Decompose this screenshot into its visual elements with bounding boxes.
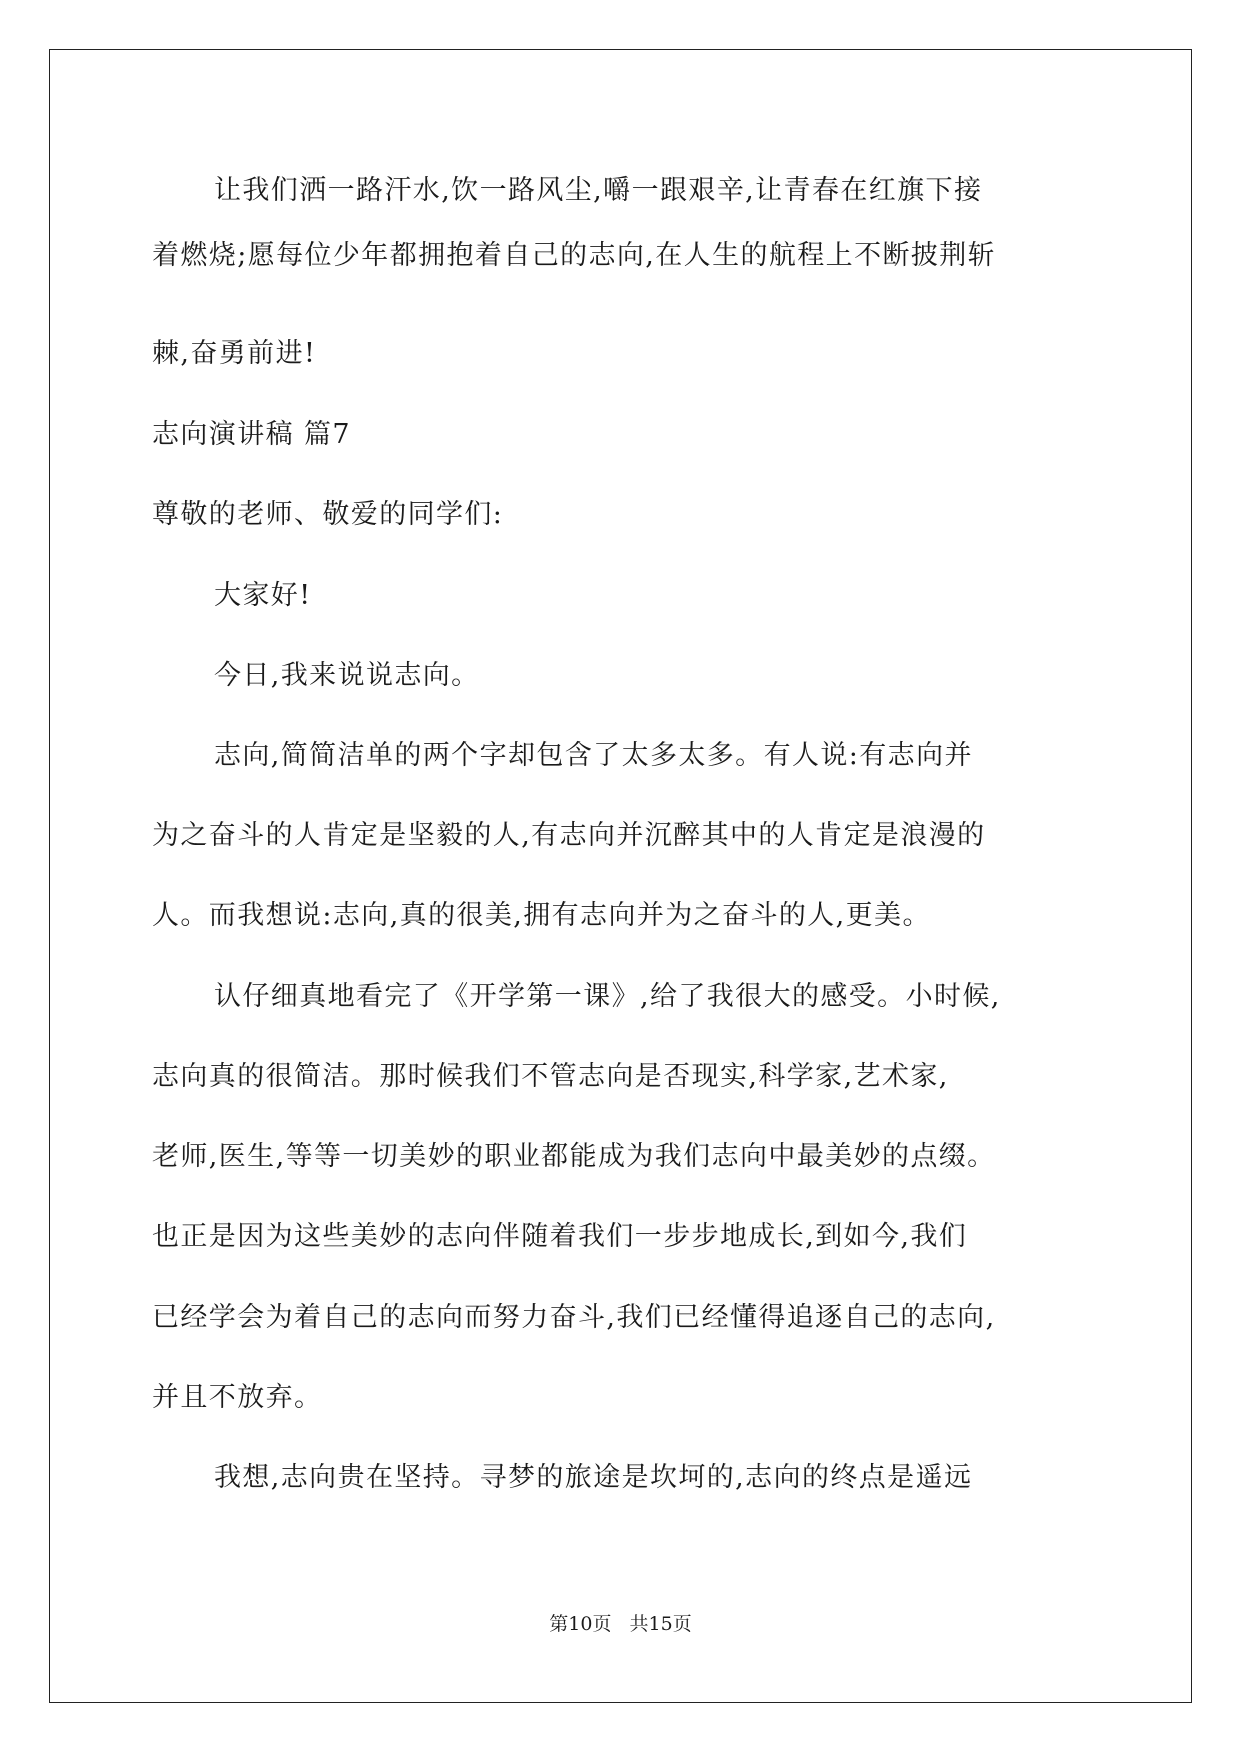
paragraph-line: 已经学会为着自己的志向而努力奋斗,我们已经懂得追逐自己的志向, — [152, 1302, 996, 1333]
page-footer — [0, 1612, 1241, 1636]
section-heading: 志向演讲稿 篇7 — [152, 419, 351, 450]
page-total: 共15页 — [629, 1613, 692, 1635]
paragraph-line: 老师,医生,等等一切美妙的职业都能成为我们志向中最美妙的点缀。 — [152, 1141, 996, 1172]
salutation: 尊敬的老师、敬爱的同学们: — [152, 499, 504, 530]
paragraph-line: 并且不放弃。 — [152, 1382, 323, 1413]
greeting: 大家好! — [214, 580, 312, 611]
paragraph-line: 着燃烧;愿每位少年都拥抱着自己的志向,在人生的航程上不断披荆斩 — [152, 240, 997, 271]
paragraph-line: 人。而我想说:志向,真的很美,拥有志向并为之奋斗的人,更美。 — [152, 900, 931, 931]
paragraph-line: 棘,奋勇前进! — [152, 338, 317, 369]
paragraph-line: 为之奋斗的人肯定是坚毅的人,有志向并沉醉其中的人肯定是浪漫的 — [152, 820, 986, 851]
paragraph-line: 也正是因为这些美妙的志向伴随着我们一步步地成长,到如今,我们 — [152, 1221, 968, 1252]
paragraph-line: 我想,志向贵在坚持。寻梦的旅途是坎坷的,志向的终点是遥远 — [214, 1462, 973, 1493]
paragraph-line: 让我们洒一路汗水,饮一路风尘,嚼一跟艰辛,让青春在红旗下接 — [214, 175, 983, 206]
paragraph-line: 志向,简简洁单的两个字却包含了太多太多。有人说:有志向并 — [214, 740, 973, 771]
paragraph-line: 认仔细真地看完了《开学第一课》,给了我很大的感受。小时候, — [214, 981, 1001, 1012]
page-border — [49, 49, 1192, 1703]
page-number: 第10页 — [549, 1613, 612, 1635]
paragraph-line: 今日,我来说说志向。 — [214, 660, 480, 691]
paragraph-line: 志向真的很简洁。那时候我们不管志向是否现实,科学家,艺术家, — [152, 1061, 949, 1092]
